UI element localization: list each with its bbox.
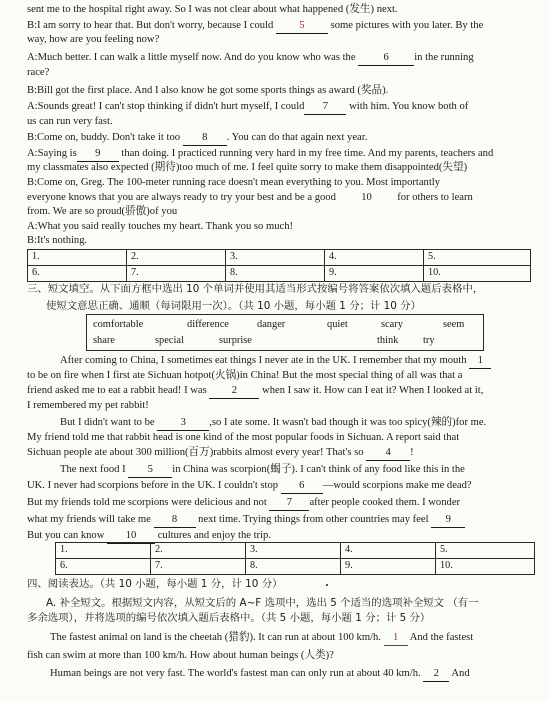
passage-p3-l4 <box>27 514 465 528</box>
passage-p3-l2 <box>27 480 472 494</box>
blank-5[interactable]: 5 <box>276 20 328 34</box>
text-span: The next food I <box>60 464 126 475</box>
text-span: Human beings are not very fast. The world's fastest man can only run at about 40 km/h. <box>50 668 421 679</box>
dialog-a1-cont: race? <box>27 67 50 78</box>
text-span: with him. You know both of <box>349 101 469 112</box>
text-span: A:Sounds great! I can't stop thinking if didn't hurt myself, I could <box>27 101 305 112</box>
answer-cell[interactable]: 7. <box>127 266 226 282</box>
dialog-b1-cont: way, how are you feeling now? <box>27 34 160 45</box>
answer-cell[interactable]: 9. <box>341 559 436 575</box>
text-span: A:Saying is <box>27 148 77 159</box>
blank-9[interactable]: 9 <box>77 148 119 162</box>
text-span: Sichuan people ate about 300 million(百万)rabbits almost every year! That's so <box>27 447 364 458</box>
text-span: after people cooked them. I wonder <box>309 497 461 508</box>
answer-cell[interactable]: 6. <box>56 559 151 575</box>
answer-table-2 <box>55 542 535 575</box>
dialog-b5: B:It's nothing. <box>27 235 88 246</box>
blank-10[interactable]: 10 <box>361 192 372 203</box>
passage-p2 <box>60 417 486 431</box>
passage-p1-l3 <box>27 385 483 399</box>
text-span: for others to learn <box>397 192 473 203</box>
text-span: And <box>451 668 470 679</box>
blank-3-5[interactable]: 5 <box>128 464 172 478</box>
reading-q1-cont: fish can swim at more than 100 km/h. How about human beings (人类)? <box>27 650 334 661</box>
text-span: But my friends told me scorpions were delicious and not <box>27 497 267 508</box>
blank-4-1[interactable]: 1 <box>384 632 408 646</box>
word-option: comfortable <box>93 319 144 330</box>
word-box <box>86 314 484 351</box>
answer-cell[interactable]: 10. <box>424 266 531 282</box>
blank-3-9[interactable]: 9 <box>431 514 465 528</box>
passage-p1-l4: I remembered my pet rabbit! <box>27 400 149 411</box>
answer-cell[interactable]: 5. <box>424 250 531 266</box>
answer-cell[interactable]: 2. <box>151 543 246 559</box>
answer-cell[interactable]: 1. <box>56 543 151 559</box>
word-option: quiet <box>327 319 348 330</box>
answer-cell[interactable]: 10. <box>436 559 535 575</box>
answer-cell[interactable]: 6. <box>28 266 127 282</box>
blank-3-7[interactable]: 7 <box>269 497 309 511</box>
answer-cell[interactable]: 3. <box>246 543 341 559</box>
text-span: some pictures with you later. By the <box>330 20 484 31</box>
table-row <box>56 543 535 559</box>
reading-q1 <box>50 632 473 646</box>
blank-3-2[interactable]: 2 <box>209 385 259 399</box>
table-row <box>28 250 531 266</box>
text-span: next time. Trying things from other countries may feel <box>198 514 429 525</box>
passage-p3-l3 <box>27 497 460 511</box>
dialog-b4-end: from. We are so proud(骄傲)of you <box>27 206 178 217</box>
word-option: share <box>93 335 115 346</box>
text-span: when I saw it. How can I eat it? When I looked at it, <box>262 385 484 396</box>
blank-7[interactable]: 7 <box>304 101 346 115</box>
text-span: UK. I never had scorpions before in the UK. I couldn't stop <box>27 480 279 491</box>
blank-3-3[interactable]: 3 <box>157 417 209 431</box>
word-option: scary <box>381 319 403 330</box>
word-option: seem <box>443 319 465 330</box>
dialog-a3-cont: my classmates also expected (期待)too much of me. I feel quite sorry to make them disappointed(失望) <box>27 162 468 173</box>
text-span: But you can know <box>27 530 105 541</box>
text-span: —would scorpions make me dead? <box>322 480 472 491</box>
dialog-line-top: sent me to the hospital right away. So I was not clear about what happened (发生) next. <box>27 4 398 15</box>
section4-heading: 四、阅读表达。（共 10 小题，每小题 1 分，计 10 分） <box>27 578 283 590</box>
word-option: special <box>155 335 184 346</box>
text-span: than doing. I practiced running very hard in my free time. And my parents, teachers and <box>121 148 494 159</box>
word-option: difference <box>187 319 229 330</box>
text-span: And the fastest <box>409 632 474 643</box>
text-span: A:Much better. I can walk a little myself now. And do you know who was the <box>27 52 356 63</box>
dialog-b1 <box>27 20 483 34</box>
answer-cell[interactable]: 2. <box>127 250 226 266</box>
passage-p1 <box>60 355 491 369</box>
word-option: danger <box>257 319 286 330</box>
answer-cell[interactable]: 7. <box>151 559 246 575</box>
answer-cell[interactable]: 1. <box>28 250 127 266</box>
answer-cell[interactable]: 4. <box>325 250 424 266</box>
table-row <box>28 266 531 282</box>
text-span: what my friends will take me <box>27 514 151 525</box>
word-option: think <box>377 335 399 346</box>
dialog-a1 <box>27 52 474 66</box>
dialog-b3 <box>27 132 367 146</box>
word-option: surprise <box>219 335 252 346</box>
passage-p3 <box>60 464 465 478</box>
blank-3-6[interactable]: 6 <box>281 480 323 494</box>
answer-table-1 <box>27 249 531 282</box>
blank-3-1[interactable]: 1 <box>469 355 491 369</box>
text-span: . You can do that again next year. <box>226 132 368 143</box>
answer-cell[interactable]: 8. <box>246 559 341 575</box>
dialog-a2-cont: us can run very fast. <box>27 116 113 127</box>
section3-heading: 三、短文填空。从下面方框中选出 10 个单词并使用其适当形式按编号将答案依次填入题后表格中， <box>27 283 484 295</box>
dialog-b4-cont <box>27 192 473 205</box>
reading-q2 <box>50 668 470 682</box>
dialog-b2: B:Bill got the first place. And I also know he got some sports things as award (奖品). <box>27 85 389 96</box>
blank-6[interactable]: 6 <box>358 52 414 66</box>
section3-heading-cont: 使短文意思正确、通顺（每词限用一次）。（共 10 小题，每小题 1 分；计 10 分） <box>46 300 421 312</box>
blank-3-8[interactable]: 8 <box>154 514 196 528</box>
blank-8[interactable]: 8 <box>183 132 227 146</box>
ink-dot <box>326 584 328 586</box>
blank-4-2[interactable]: 2 <box>423 668 449 682</box>
text-span: cultures and enjoy the trip. <box>157 530 271 541</box>
dialog-a3 <box>27 148 493 162</box>
word-option: try <box>423 335 435 346</box>
section4-a-instruction: A. 补全短文。根据短文内容，从短文后的 A~F 选项中，选出 5 个适当的选项补全短文 （有一 <box>46 597 479 609</box>
answer-cell[interactable]: 9. <box>325 266 424 282</box>
dialog-b4: B:Come on, Greg. The 100-meter running race doesn't mean everything to you. Most importantly <box>27 177 441 188</box>
passage-p1-l2: to be on fire when I first ate Sichuan hotpot(火锅)in China! But the most special thing of all was that a <box>27 370 463 381</box>
section4-a-instruction-cont: 多余选项），并将选项的编号依次填入题后表格中。（共 5 小题，每小题 1 分；计 5 分） <box>27 612 431 624</box>
text-span: ,so I ate some. It wasn't bad though it was too spicy(辣的)for me. <box>209 417 487 428</box>
text-span: But I didn't want to be <box>60 417 155 428</box>
answer-cell[interactable]: 5. <box>436 543 535 559</box>
answer-cell[interactable]: 8. <box>226 266 325 282</box>
text-span: ! <box>410 447 414 458</box>
text-span: B:Come on, buddy. Don't take it too <box>27 132 181 143</box>
text-span: B:I am sorry to hear that. But don't worry, because I could <box>27 20 274 31</box>
text-span: The fastest animal on land is the cheetah (猎豹). It can run at about 100 km/h. <box>50 632 381 643</box>
blank-3-4[interactable]: 4 <box>366 447 410 461</box>
blank-3-10[interactable]: 10 <box>107 530 155 544</box>
text-span: everyone knows that you are always ready to try your best and be a good <box>27 192 336 203</box>
text-span: friend asked me to eat a rabbit head! I was <box>27 385 207 396</box>
answer-cell[interactable]: 3. <box>226 250 325 266</box>
dialog-a2 <box>27 101 468 115</box>
text-span: in the running <box>414 52 474 63</box>
passage-p2-l2: My friend told me that rabbit head is one kind of the most popular foods in Sichuan. A report said that <box>27 432 460 443</box>
dialog-a4: A:What you said really touches my heart. Thank you so much! <box>27 221 294 232</box>
text-span: After coming to China, I sometimes eat things I never ate in the UK. I remember that my mouth <box>60 355 467 366</box>
answer-cell[interactable]: 4. <box>341 543 436 559</box>
table-row <box>56 559 535 575</box>
text-span: in China was scorpion(蝎子). I can't think of any food like this in the <box>172 464 465 475</box>
passage-p2-l3 <box>27 447 414 461</box>
